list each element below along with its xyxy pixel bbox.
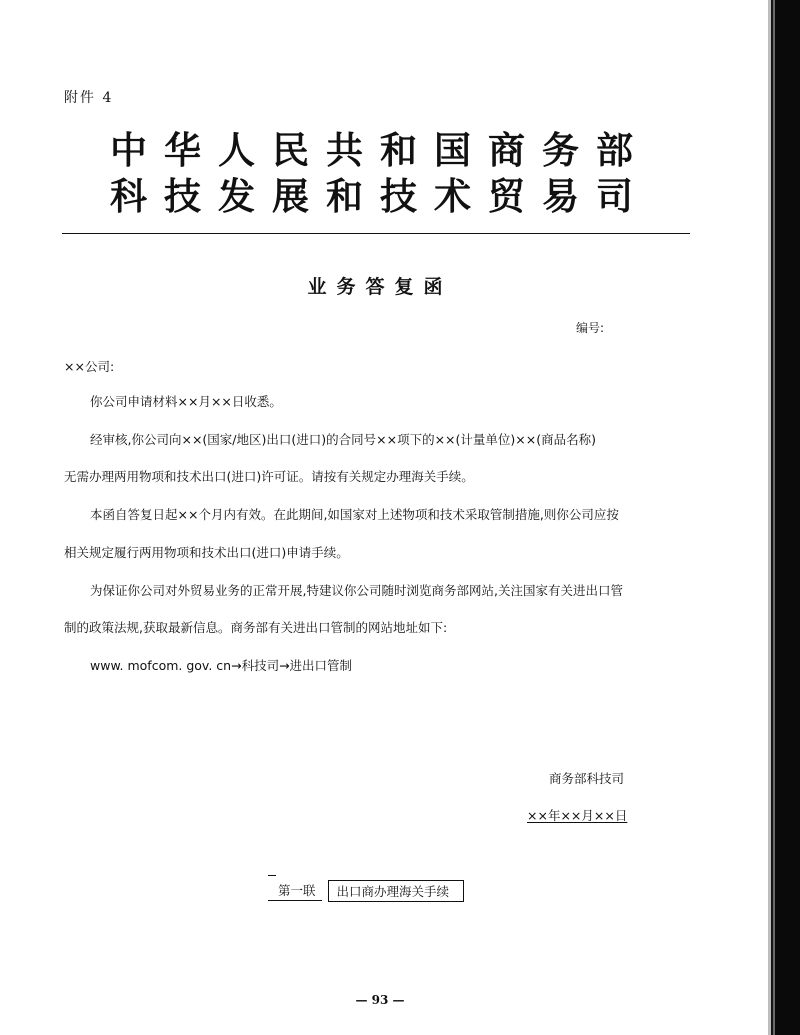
serial-number-label: 编号: bbox=[576, 321, 605, 335]
annex-label: 附件 4 bbox=[64, 90, 114, 106]
copy-purpose-box: 出口商办理海关手续 bbox=[328, 880, 465, 902]
issuer-title-line1: 中华人民共和国商务部 bbox=[110, 128, 650, 172]
copy-label: 第一联 bbox=[268, 881, 322, 901]
signing-department: 商务部科技司 bbox=[549, 771, 625, 786]
document-title: 业务答复函 bbox=[307, 276, 453, 298]
paragraph-3-line1: 本函自答复日起××个月内有效。在此期间,如国家对上述物项和技术采取管制措施,则你公司应按 bbox=[90, 507, 619, 522]
scan-edge bbox=[768, 0, 800, 1035]
paragraph-2-line1: 经审核,你公司向××(国家/地区)出口(进口)的合同号××项下的××(计量单位)××(商品名称) bbox=[90, 432, 596, 447]
addressee: ××公司: bbox=[64, 359, 115, 374]
paragraph-3-line2: 相关规定履行两用物项和技术出口(进口)申请手续。 bbox=[64, 545, 349, 560]
paragraph-2-line2: 无需办理两用物项和技术出口(进口)许可证。请按有关规定办理海关手续。 bbox=[64, 469, 474, 484]
website-url: www. mofcom. gov. cn→科技司→进出口管制 bbox=[90, 658, 353, 673]
paragraph-1: 你公司申请材料××月××日收悉。 bbox=[90, 394, 282, 409]
signing-date: ××年××月××日 bbox=[527, 808, 628, 823]
page-number: — 93 — bbox=[355, 993, 405, 1007]
copy-designation bbox=[268, 880, 464, 902]
header-divider bbox=[62, 233, 690, 234]
paragraph-4-line2: 制的政策法规,获取最新信息。商务部有关进出口管制的网站地址如下: bbox=[64, 620, 448, 635]
paragraph-4-line1: 为保证你公司对外贸易业务的正常开展,特建议你公司随时浏览商务部网站,关注国家有关进出口管 bbox=[90, 583, 623, 598]
issuer-title-line2: 科技发展和技术贸易司 bbox=[110, 174, 650, 218]
